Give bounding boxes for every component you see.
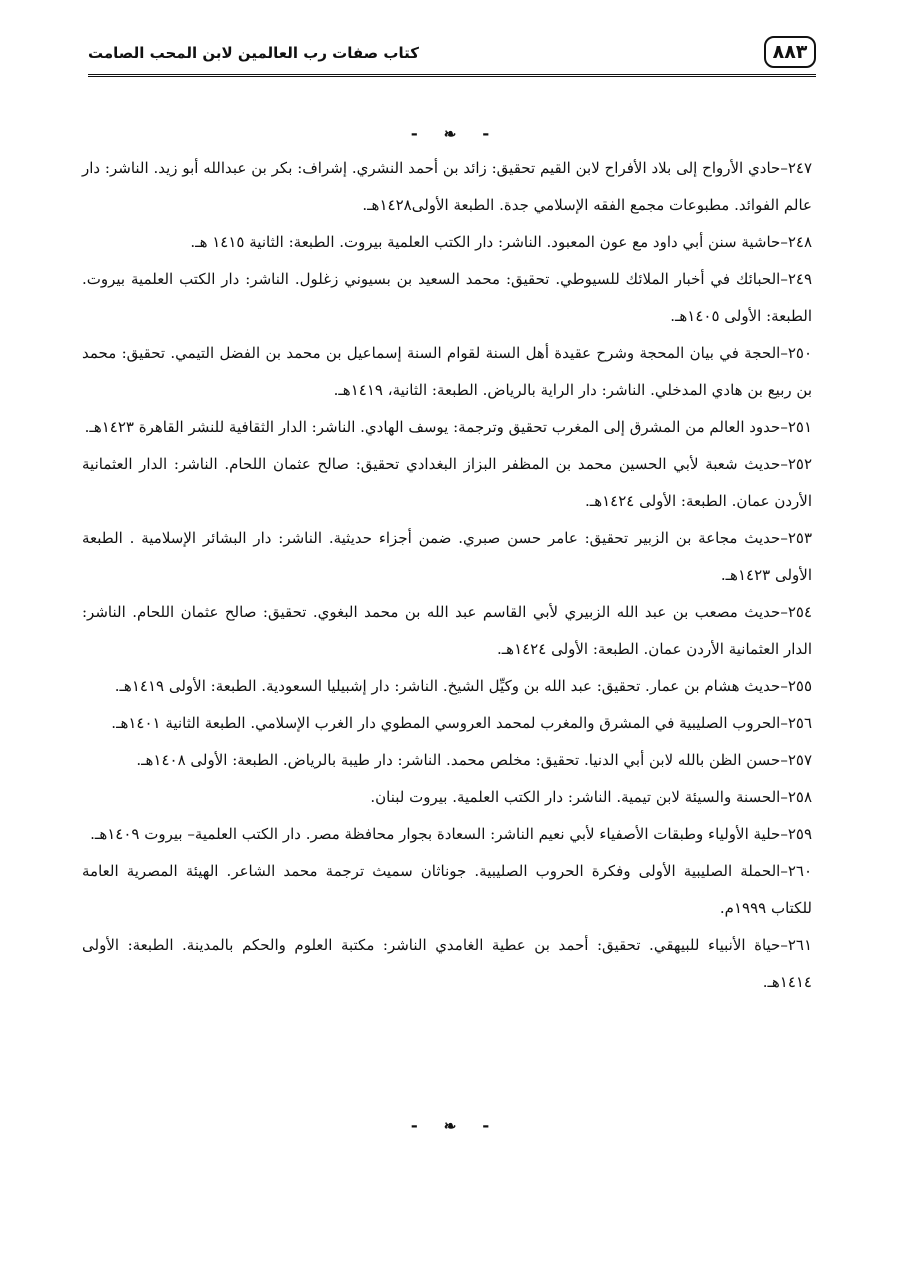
bibliography-entry <box>82 853 812 927</box>
entry-text: –حاشية سنن أبي داود مع عون المعبود. الناشر: دار الكتب العلمية بيروت. الطبعة: الثانية ١٤١٥ هـ. <box>190 233 788 251</box>
bibliography-entry <box>82 335 812 409</box>
entry-number: ٢٥٣ <box>787 529 812 547</box>
entry-number: ٢٤٩ <box>787 270 812 288</box>
top-ornament <box>0 124 900 144</box>
book-title: كتاب صفات رب العالمين لابن المحب الصامت <box>88 44 419 62</box>
bibliography-entry <box>82 779 812 816</box>
bibliography-entry <box>82 927 812 1001</box>
leaf-icon: ❧ <box>443 1117 457 1135</box>
bibliography-entry <box>82 150 812 224</box>
entry-number: ٢٤٧ <box>787 159 812 177</box>
leaf-icon: ❧ <box>443 125 457 143</box>
entry-text: –الحملة الصليبية الأولى وفكرة الحروب الصليبية. جوناثان سميث ترجمة محمد الشاعر. الهيئة المصرية العامة للكتاب ١٩٩٩م. <box>82 862 812 917</box>
entry-text: –حديث مصعب بن عبد الله الزبيري لأبي القاسم عبد الله بن محمد البغوي. تحقيق: صالح عثمان اللحام. الناشر: الدار العثمانية الأردن عمان. الطبعة: الأولى ١٤٢٤هـ. <box>82 603 812 658</box>
entry-text: –حادي الأرواح إلى بلاد الأفراح لابن القيم تحقيق: زائد بن أحمد النشري. إشراف: بكر بن عبدالله أبو زيد. الناشر: دار عالم الفوائد. مطبوعات مجمع الفقه الإسلامي جدة. الطبعة الأولى١٤٢٨هـ. <box>82 159 812 214</box>
bibliography-entry <box>82 409 812 446</box>
entry-text: –حديث مجاعة بن الزبير تحقيق: عامر حسن صبري. ضمن أجزاء حديثية. الناشر: دار البشائر الإسلامية . الطبعة الأولى ١٤٢٣هـ. <box>82 529 812 584</box>
entry-number: ٢٥٢ <box>787 455 812 473</box>
entry-number: ٢٥١ <box>787 418 812 436</box>
ornament-dash: - <box>410 1116 418 1136</box>
bibliography-entry <box>82 668 812 705</box>
bibliography-list <box>82 150 812 1001</box>
entry-text: –الحسنة والسيئة لابن تيمية. الناشر: دار الكتب العلمية. بيروت لبنان. <box>370 788 788 806</box>
entry-number: ٢٥٤ <box>787 603 812 621</box>
entry-number: ٢٥٩ <box>787 825 812 843</box>
bibliography-entry <box>82 261 812 335</box>
entry-text: –حديث شعبة لأبي الحسين محمد بن المظفر البزاز البغدادي تحقيق: صالح عثمان اللحام. الناشر: الدار العثمانية الأردن عمان. الطبعة: الأولى ١٤٢٤هـ. <box>82 455 812 510</box>
bottom-ornament <box>0 1116 900 1136</box>
bibliography-entry <box>82 816 812 853</box>
bibliography-entry <box>82 520 812 594</box>
entry-text: –الحروب الصليبية في المشرق والمغرب لمحمد العروسي المطوي دار الغرب الإسلامي. الطبعة الثانية ١٤٠١هـ. <box>111 714 788 732</box>
entry-number: ٢٥٠ <box>787 344 812 362</box>
entry-number: ٢٤٨ <box>787 233 812 251</box>
page-number: ٨٨٣ <box>764 36 816 68</box>
ornament-dash: - <box>482 124 490 144</box>
entry-number: ٢٥٦ <box>787 714 812 732</box>
entry-number: ٢٥٧ <box>787 751 812 769</box>
bibliography-entry <box>82 224 812 261</box>
page-header <box>88 36 816 76</box>
entry-text: –الحبائك في أخبار الملائك للسيوطي. تحقيق: محمد السعيد بن بسيوني زغلول. الناشر: دار الكتب العلمية بيروت. الطبعة: الأولى ١٤٠٥هـ. <box>82 270 812 325</box>
entry-number: ٢٦٠ <box>787 862 812 880</box>
entry-text: –حياة الأنبياء للبيهقي. تحقيق: أحمد بن عطية الغامدي الناشر: مكتبة العلوم والحكم بالمدينة. الطبعة: الأولى ١٤١٤هـ. <box>82 936 812 991</box>
entry-number: ٢٥٨ <box>787 788 812 806</box>
bibliography-entry <box>82 705 812 742</box>
entry-text: –حلية الأولياء وطبقات الأصفياء لأبي نعيم الناشر: السعادة بجوار محافظة مصر. دار الكتب العلمية– بيروت ١٤٠٩هـ. <box>90 825 788 843</box>
ornament-dash: - <box>482 1116 490 1136</box>
entry-text: –حسن الظن بالله لابن أبي الدنيا. تحقيق: مخلص محمد. الناشر: دار طيبة بالرياض. الطبعة: الأولى ١٤٠٨هـ. <box>136 751 788 769</box>
entry-number: ٢٦١ <box>787 936 812 954</box>
entry-text: –حدود العالم من المشرق إلى المغرب تحقيق وترجمة: يوسف الهادي. الناشر: الدار الثقافية للنشر القاهرة ١٤٢٣هـ. <box>84 418 788 436</box>
entry-number: ٢٥٥ <box>787 677 812 695</box>
bibliography-entry <box>82 446 812 520</box>
entry-text: –الحجة في بيان المحجة وشرح عقيدة أهل السنة لقوام السنة إسماعيل بن محمد بن الفضل التيمي. تحقيق: محمد بن ربيع بن هادي المدخلي. الناشر: دار الراية بالرياض. الطبعة: الثانية، ١٤١٩هـ. <box>82 344 812 399</box>
bibliography-entry <box>82 594 812 668</box>
header-rule <box>88 74 816 77</box>
entry-text: –حديث هشام بن عمار. تحقيق: عبد الله بن وكيِّل الشيخ. الناشر: دار إشبيليا السعودية. الطبعة: الأولى ١٤١٩هـ. <box>114 677 788 695</box>
bibliography-entry <box>82 742 812 779</box>
ornament-dash: - <box>410 124 418 144</box>
